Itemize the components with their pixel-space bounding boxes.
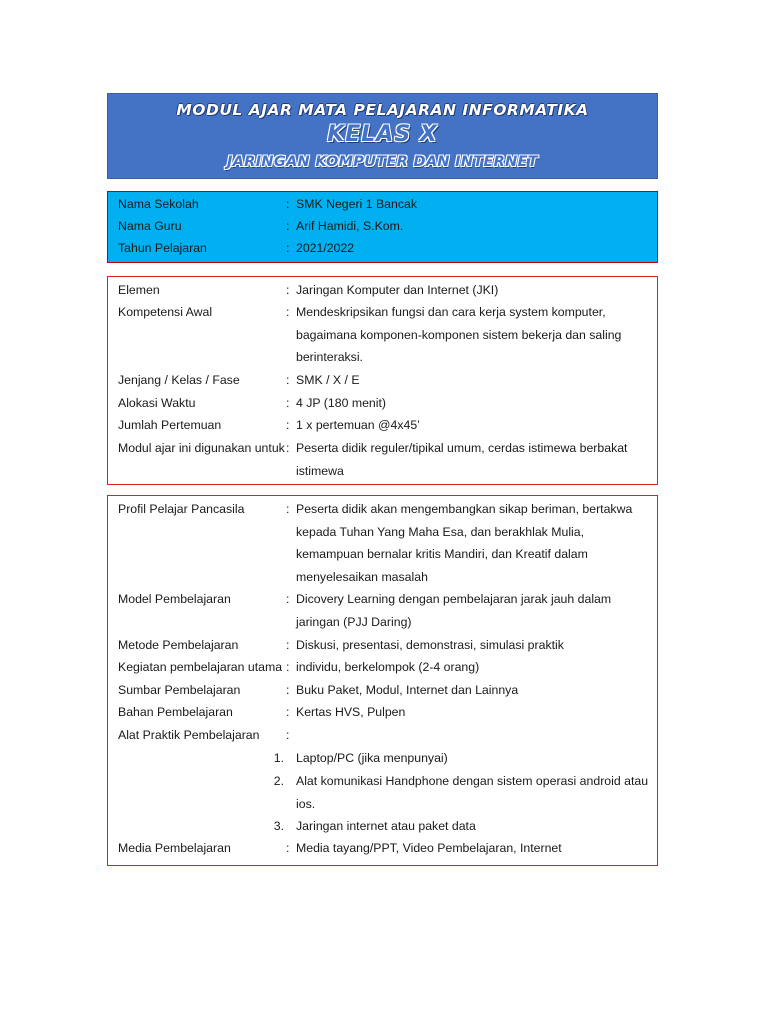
school-info-box: Nama Sekolah : SMK Negeri 1 Bancak Nama Guru : Arif Hamidi, S.Kom. Tahun Pelajaran : 2021/2022 (107, 191, 658, 263)
topic-title: JARINGAN KOMPUTER DAN INTERNET (227, 154, 538, 170)
class-title: KELAS X (327, 122, 438, 147)
module-info-box: Elemen : Jaringan Komputer dan Internet (JKI) Kompetensi Awal : Mendeskripsikan fungsi dan cara kerja system komputer, bagaimana komponen-komponen sistem bekerja dan saling berinteraksi. Jenjang / Kelas / Fase : SMK / X / E Alokasi Waktu : 4 JP (180 menit) Jumlah Pertemuan : 1 x pertemuan @4x45’ Modul ajar ini digunakan untuk : Peserta didik reguler/tipikal umum, cerdas istimewa berbakat istimewa (107, 276, 658, 485)
title-banner (107, 93, 658, 179)
learning-info-box: Profil Pelajar Pancasila : Peserta didik akan mengembangkan sikap beriman, bertakwa kepada Tuhan Yang Maha Esa, dan berakhlak Mulia, kemampuan bernalar kritis Mandiri, dan Kreatif dalam menyelesaikan masalah Model Pembelajaran : Dicovery Learning dengan pembelajaran jarak jauh dalam jaringan (PJJ Daring) Metode Pembelajaran : Diskusi, presentasi, demonstrasi, simulasi praktik Kegiatan pembelajaran utama : individu, berkelompok (2-4 orang) Sumbar Pembelajaran : Buku Paket, Modul, Internet dan Lainnya Bahan Pembelajaran : Kertas HVS, Pulpen Alat Praktik Pembelajaran : 1. Laptop/PC (jika menpunyai) 2. Alat komunikasi Handphone dengan sistem operasi android atau ios. 3. Jaringan internet atau paket data Media Pembelajaran : Media tayang/PPT, Video Pembelajaran, Internet (107, 495, 658, 866)
module-title: MODUL AJAR MATA PELAJARAN INFORMATIKA (176, 101, 589, 119)
